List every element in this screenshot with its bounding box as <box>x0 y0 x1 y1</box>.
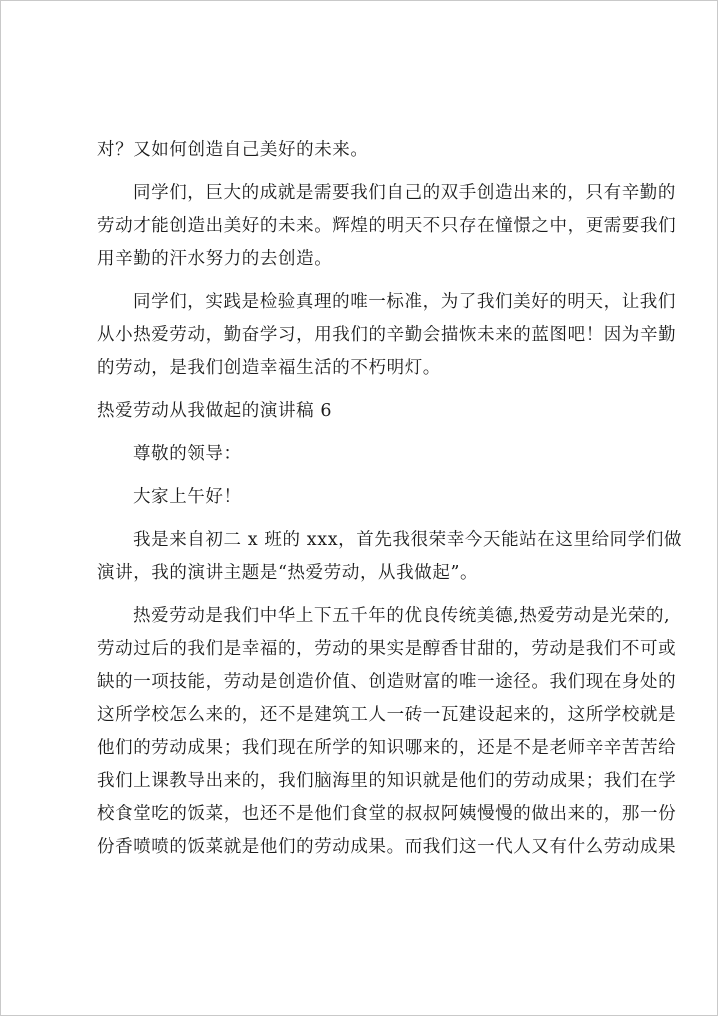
paragraph-3 <box>97 286 677 385</box>
greeting <box>97 481 637 514</box>
text-line: 用辛勤的汗水努力的去创造。 <box>97 249 333 269</box>
document-body <box>97 134 683 864</box>
paragraph-main <box>97 600 677 864</box>
text-line: 他们的劳动成果；我们现在所学的知识哪来的，还是不是老师辛辛苦苦给 <box>97 738 677 758</box>
text-line: 热爱劳动是我们中华上下五千年的优良传统美德,热爱劳动是光荣的, <box>133 606 671 626</box>
text-line: 尊敬的领导： <box>133 444 242 464</box>
text-line: 份香喷喷的饭菜就是他们的劳动成果。而我们这一代人又有什么劳动成果 <box>97 837 677 857</box>
text-line: 我们上课教导出来的，我们脑海里的知识就是他们的劳动成果；我们在学 <box>97 771 677 791</box>
text-line: 我是来自初二 x 班的 xxx，首先我很荣幸今天能站在这里给同学们做 <box>133 530 683 550</box>
section-heading <box>97 395 637 428</box>
text-line: 对？又如何创造自己美好的未来。 <box>97 140 369 160</box>
text-line: 这所学校怎么来的，还不是建筑工人一砖一瓦建设起来的，这所学校就是 <box>97 705 677 725</box>
text-line: 的劳动，是我们创造幸福生活的不朽明灯。 <box>97 358 441 378</box>
text-line: 劳动才能创造出美好的未来。辉煌的明天不只存在憧憬之中，更需要我们 <box>97 216 677 236</box>
text-line: 从小热爱劳动，勤奋学习，用我们的辛勤会描恢未来的蓝图吧！因为辛勤 <box>97 325 677 345</box>
text-line: 劳动过后的我们是幸福的，劳动的果实是醇香甘甜的，劳动是我们不可或 <box>97 639 677 659</box>
salutation <box>97 438 637 471</box>
text-line: 演讲，我的演讲主题是“热爱劳动，从我做起”。 <box>97 563 479 583</box>
text-line: 缺的一项技能，劳动是创造价值、创造财富的唯一途径。我们现在身处的 <box>97 672 677 692</box>
paragraph-2 <box>97 177 677 276</box>
text-line: 同学们，实践是检验真理的唯一标准，为了我们美好的明天，让我们 <box>133 292 676 312</box>
text-line: 同学们，巨大的成就是需要我们自己的双手创造出来的，只有辛勤的 <box>133 183 676 203</box>
paragraph-intro <box>97 524 683 590</box>
paragraph-1 <box>97 134 637 167</box>
text-line: 大家上午好！ <box>133 487 242 507</box>
text-line: 校食堂吃的饭菜，也还不是他们食堂的叔叔阿姨慢慢的做出来的，那一份 <box>97 804 677 824</box>
heading-line: 热爱劳动从我做起的演讲稿 6 <box>97 401 333 421</box>
